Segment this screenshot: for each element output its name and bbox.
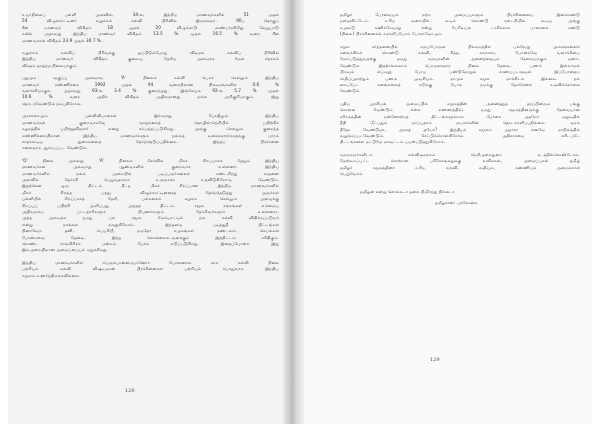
text-line: சீன மாணவர் விகிதம் 18 முதல் 20 விழுக்காடு. மாண்பர்ரசிறிது வேறுபாடு <box>22 24 279 30</box>
text-line: அரசாங்கமும் புள்ளிவிபரங்கள் இவ்வாறு போதிலும் இந்திய <box>22 113 279 119</box>
text-line: வேண்டும். <box>340 88 361 94</box>
book-gutter <box>283 0 304 424</box>
text-line: புதுமுக வகுப்பு அளவாவ 'A' நிலைக் கல்வி பெறச் செல்லும் இந்திய <box>22 75 279 81</box>
paragraph <box>22 75 279 107</box>
text-line: கலில் அதாவது இந்திய மாணவர் விகிதம் 13.5 % முதல் 16.5 % வரை. சீன <box>22 31 279 37</box>
scan-margin-left <box>0 0 8 424</box>
closing-verse: தமிழன் என்று சொல்லடா தலை நிமிர்ந்து நில்லடா <box>360 189 455 195</box>
text-line: அந்த அளவுக்க நமது பல சமூக மேம்பாட்டில் நம் கல்வி விதிக்கப்படுவர் <box>22 215 279 221</box>
text-line: சாதிப்புதாற்றும் பணம் அவசியம். நாமும் சமூக மாக்கிடம் இல்லை. நல் <box>340 75 580 81</box>
text-line: போன்றவை தேவை. இந்த கொள்கைகடவளக்கும் இத்திட்டம் சரிதிகும். <box>22 234 279 240</box>
text-line: இந்திய மாணவர் விகிதம் குறைவு. தேசிய அளவுக்க மேல் தொகம் <box>22 56 279 62</box>
text-line: இந்திய மாணவர்களில் பெரும்பான்மையானோர் போஸனால காக கல்வி நிலை <box>22 259 279 265</box>
text-line: பற்றியும் கல்வி விஷயமான பிரச்சினைகள் பற்றியும் பொதுவாக இந்திய <box>22 266 279 272</box>
text-line: நீதி மீட்பதும் மாப்புதாம் மயரர்களின் தொடர்களிப்பதில்லை. வரம் <box>340 120 580 126</box>
text-line: (நிலை) பிரச்சினைகள் சமாளிப்போம் போராவோமும். <box>340 31 443 37</box>
paragraph <box>22 158 279 254</box>
text-line: தமிழர் சமூகத்தினர் உரிய கருவி, கூதியும், கண்ணியம் அமைக்காள் <box>340 164 580 170</box>
text-line: இதற்கென ஒரு திட்டம் தீட்டி மிகச் சிறப்பான இந்திய மாணவர்களில் <box>22 183 279 189</box>
text-line: சாதக்கூடிய துறைகளைத் தேர்ந்தெடுப்பதில்லை. இந்தப் பிரச்சனை <box>22 138 279 144</box>
text-line: உயர்நிலைப் பள்ளி அளவில், 34-ல், இந்திய மாணவர்களில் 51 முதல் <box>22 12 279 17</box>
text-line: களைவாக ஆராயப்பட வேண்டும். <box>22 145 88 151</box>
text-line: நமைவிட்டேம். உரிய வகையில் கூடிக் கொண்டு கடைசியில் கூடிய அங்கு <box>340 18 580 24</box>
text-line: 'O' நிலை அல்லது 'A' நிலைக் கேர்வில் மிகச் சிறப்பாகக் தேறும் இந்திய <box>22 157 279 163</box>
text-line: சமூக சர்ந்தனையில் கருப்போருள நிலவாத்தில் பல்வேறு அம்சங்களைக் <box>340 43 580 49</box>
paragraph <box>22 113 279 151</box>
text-line: சரிசமத்தின் நன்னோற்றத் திட்டங்களுக்காக பேச்சை அதறோ மறுவதில் <box>340 113 580 119</box>
text-line: மாணவர்கள் விகிதம் 23.9 முதல் 30.7 % . <box>22 37 104 43</box>
paragraph <box>22 50 279 69</box>
text-line: சிறப்புப் பயிற்சி அளிப்பது அந்தத் திட்டம். சமூக சங்கங்கள் எம்மையு <box>22 202 279 208</box>
text-line: 10.6 % வரை அதிக விகிதம் அதிகமானது நல்ல அறிகுறியாகும். இது <box>22 94 279 100</box>
text-line: சமுகூடு கணிக்கேவாழ என்று பேரிடியும் டாசிக்கால பாசைகை கண்டு <box>340 24 580 30</box>
text-line: அளவில் தேர்ச்சி பெறுவதாராக உருவாக்க உதவிடுகிறோம், வேண்டும். <box>22 176 279 182</box>
scan-margin-right <box>592 0 600 424</box>
text-line: மாணவர்கள் அவ்வாறு ஆண்டிகளில் குறைவாக உள்ளனர். இந்திய <box>22 164 279 170</box>
text-line: எண்ணிக்கையிலான இந்திய மாணவர்களும் நல்லத் வகைக்காரர்களுக்கு பாரம் <box>22 132 279 138</box>
paragraph <box>340 101 580 146</box>
text-line: கொள்ள வேண்டும் என்ற எண்ணத்தில், நமது சமூகத்தினருக்கு தேவையான <box>340 107 580 113</box>
text-line: வரவரவர்களிடம் கல்விசூரங்கம் நெறிமுறைதுறை நடத்தில்கொண்டோம். <box>340 151 580 157</box>
text-line: நிறைவேற தனி, பெயரியீ, நடிதோ சமுகங்கள் மண்டலம், செயல்கள் <box>22 228 279 234</box>
text-line: வேண்டும். இதற்கெல்லாம் பொருளாதார நிலை தேவை. பணம் இல்லாமல் <box>340 62 580 68</box>
text-line: கொண்ட காங்கிரிக்க மன்றம் பேச்சு எடுப்படுகிறது. இதைப்போன்ற இது <box>22 241 279 246</box>
text-line: மிகச் சிறந்த பத்து விழுக்காட்டினரைத் தேர்ந்தெடுத்து அவர்கள் <box>22 189 279 195</box>
text-line: என்று நாங்கள் கருதுகிறோம். இந்தளவு படித்துதீ திட்டங்கள் <box>22 221 279 227</box>
text-line: பிறவும் எய்வுது போய பண்டுதோறும் காணப்படாதவல் இப்போதைய <box>340 69 580 75</box>
right-page-body <box>340 12 580 177</box>
text-line: வழங்கப்படவேண்டும். கேட்டுக்கொள்கிறோம். அதிகாரமை கரிடப்டே <box>340 132 580 138</box>
paragraph <box>340 152 580 178</box>
paragraph <box>340 44 580 95</box>
text-line: தீதோ வேண்டுமா, அரசுத் தயோ? இந்தியச் சமூகம் அதாரா எனவே மாநிலத்தில் <box>340 126 580 132</box>
text-line: சமூகம் உணர்ந்திருக்கவில்லை. <box>22 272 81 278</box>
text-line: மாணவர்களில் நல்ல முறையில் படிப்பவர்களைக் கண்டறிந்து சாதனை <box>22 170 279 176</box>
text-line: விகதம் தாழ்ந்த நிலையாகும். <box>22 62 78 68</box>
text-line: புதிய அரசியல் அமைப்பில் சமூகத்தின் அனைத்துத் தரப்பினரும் பங்கு <box>340 100 580 106</box>
right-book-page <box>304 0 592 424</box>
left-page-body <box>22 12 279 279</box>
text-line: தொடரவேண்டும் நம்புகிறோம். <box>22 100 82 106</box>
text-line: மேற்கூறப்பட்ட சொற்றன் பரிசேகங்கலுக்கு உவிசுகள், அமைப்புகள் தமிழ் <box>340 158 580 164</box>
text-line: தமிழர் பேரவையும் மற்ற அமைப்புகளும் பிரச்சினையை இனம்கண்டு <box>340 12 580 17</box>
text-line: கலைக்கிலக் கொண்டு கல்வி, சித்த, கலாசார, போன்றவே வளர்ச்சியை <box>340 50 580 56</box>
text-line: பள்ளியில் சிறப்பாகத் தேறி, பல்கலைக் கழகம் செல்லும் அளவுக்கு <box>22 196 279 202</box>
text-line: பெறுவோம். <box>340 170 364 176</box>
text-line: 54 விழுக்காட்டினர் வழக்கம் கல்வி பிரிவில் இருக்கவர். 90ப தொகுப் <box>22 18 279 24</box>
right-page-number: 129 <box>430 357 440 363</box>
paragraph <box>22 260 279 279</box>
text-line: அதிகமாகப் பட்டதாரிகளும் நிபுணர்களும் தோறிவர்களும் உள்ளனரா, <box>22 208 279 214</box>
text-line: மாணவர்கள் குறைவாகவே வாழ்க்கைத் தொழில்-நெறியில் பயிற்சிக் <box>22 119 279 125</box>
signoff-block <box>340 189 580 206</box>
text-line: மாணவர் எண்ணிக்கை 1992 முதல் 94 வரையிலான நிலவரங்களில் 0.6 % <box>22 81 279 87</box>
text-line: வளர்ச்சியாகும். அதாவது 93-ல் 3.4 % குறைந்தது. இங்கேயும் 92-ல் 5.7 % முதல் <box>22 88 279 94</box>
text-line: வழக்கம் கல்விப் பிரிவுக்கு ஒப்பிடும்போது விவரம் கல்விப் பிரிவில் <box>22 50 279 56</box>
paragraph <box>340 12 580 38</box>
text-line: இம்முறையிலான அமைப்பையும் ஏதுக்கிறது. <box>22 247 108 253</box>
text-line: கைப்பேட சனங்களைத் எடுக்கு போல நமக்கு தோரேணக் உதவிக்கொள்ள <box>340 82 580 88</box>
left-book-page <box>8 0 285 424</box>
left-page-number: 120 <box>125 388 135 394</box>
text-line: மேம்படுத்துவதற்கு தமது வரவுகளின் அனைத்தையும் தேவையாகும் மனம். <box>340 56 580 62</box>
text-line: திட்டங்களை மட்டுமே மாவட்டம் பயன்படுத்துகிறோம். <box>340 139 446 145</box>
text-line: கழகத்தில் பயிற்றுவிதரார் என்று சம்பந்தப்படுகிறது. அங்கு செல்லும் குறைந்த <box>22 126 279 132</box>
author-credit: தமிழரசன்: புக்கோலை <box>435 199 478 205</box>
paragraph <box>22 12 279 44</box>
